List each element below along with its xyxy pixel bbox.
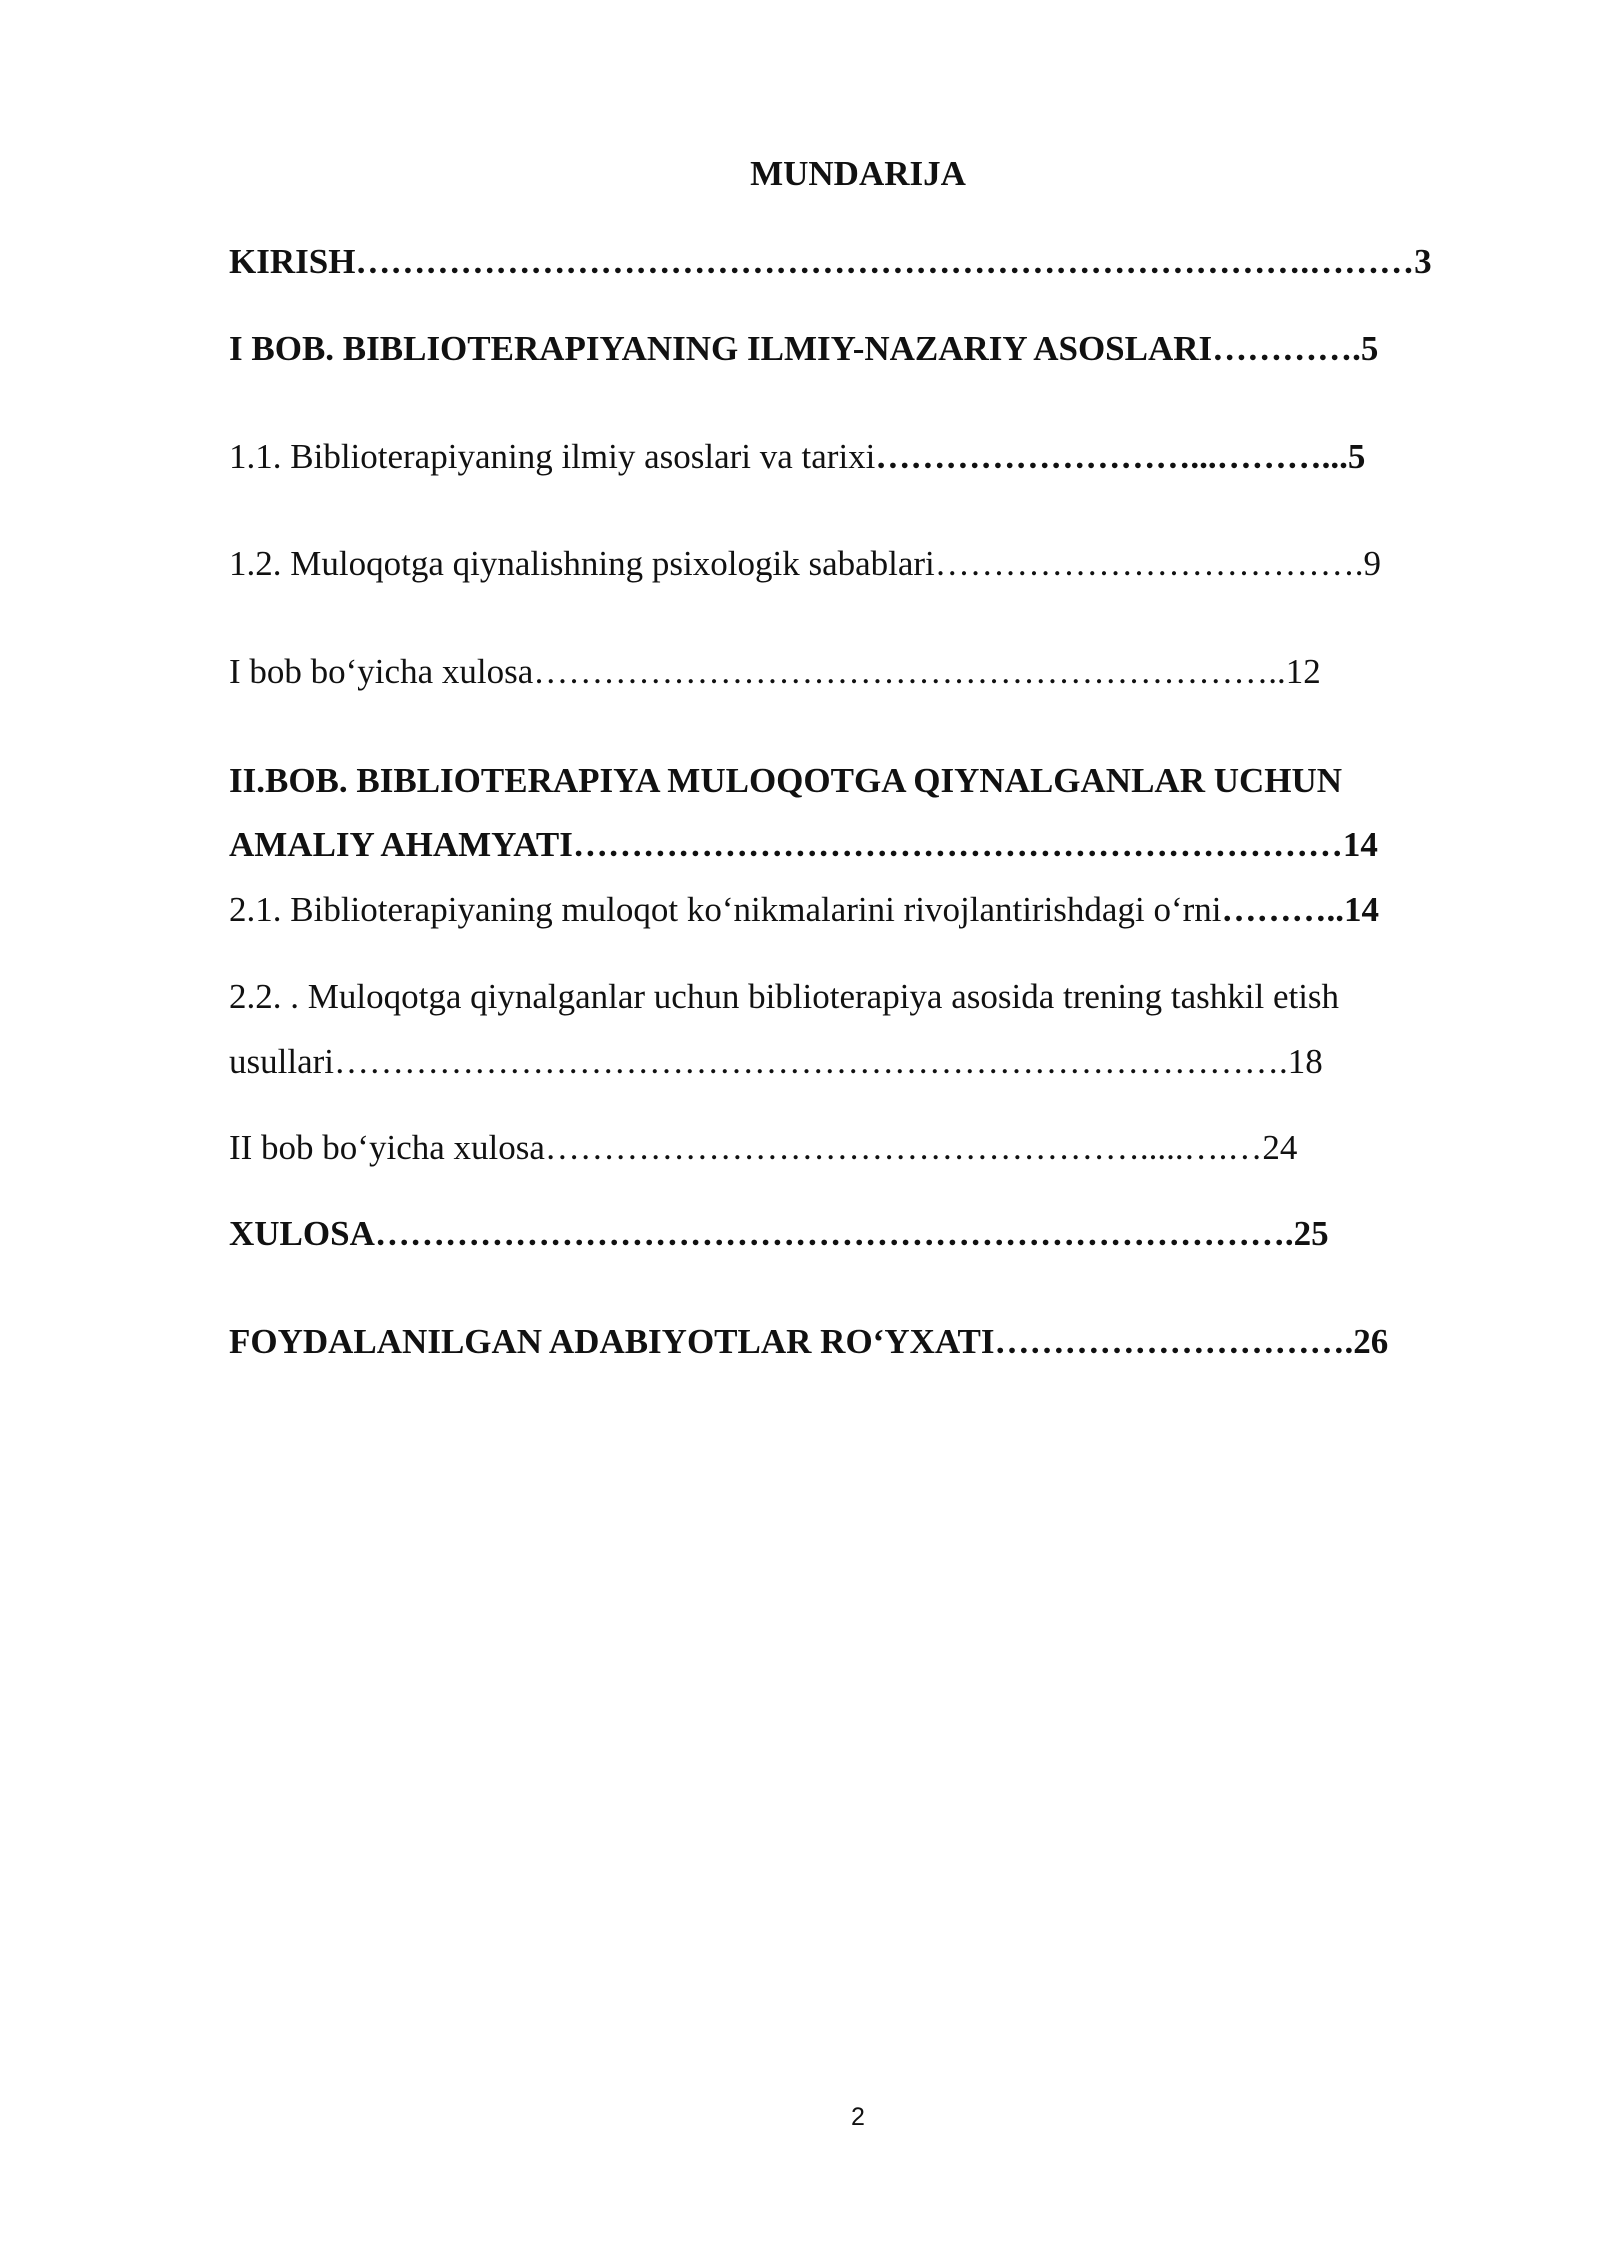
toc-entry-section-2-2-line1: 2.2. . Muloqotga qiynalganlar uchun biblioterapiya asosida trening tashkil etish: [229, 977, 1340, 1016]
toc-entry-section-2-1: [229, 888, 1379, 932]
toc-entry-section-1-1-dots: ………………………...………...5: [875, 437, 1366, 476]
toc-entry-kirish: KIRISH……………………………………………………………………….………3: [229, 242, 1432, 281]
toc-entry-chapter-1: I BOB. BIBLIOTERAPIYANING ILMIY-NAZARIY ASOSLARI………….5: [229, 329, 1379, 368]
toc-entry-section-2-1-text: 2.1. Biblioterapiyaning muloqot ko‘nikmalarini rivojlantirishdagi o‘rni: [229, 890, 1222, 929]
toc-entry-chapter-2-line1: II.BOB. BIBLIOTERAPIYA MULOQOTGA QIYNALGANLAR UCHUN: [229, 761, 1343, 800]
toc-entry-section-2-2-line2: usullari……………………………………………………………………….18: [229, 1042, 1323, 1081]
toc-entry-section-1-1-text: 1.1. Biblioterapiyaning ilmiy asoslari va tarixi: [229, 437, 876, 476]
page-number: 2: [851, 2103, 865, 2131]
toc-entry-section-2-1-dots: ………..14: [1221, 890, 1379, 929]
toc-title: MUNDARIJA: [750, 154, 966, 193]
toc-entry-chapter-1-summary: I bob bo‘yicha xulosa………………………………………………………..12: [229, 652, 1321, 691]
toc-entry-references: FOYDALANILGAN ADABIYOTLAR RO‘YXATI………………………….26: [229, 1322, 1389, 1361]
toc-entry-conclusion: XULOSA…………………………………………………………………….25: [229, 1214, 1329, 1253]
toc-entry-section-1-1: [229, 435, 1365, 479]
toc-entry-section-1-2: 1.2. Muloqotga qiynalishning psixologik sabablari……………………………….9: [229, 544, 1382, 583]
toc-entry-chapter-2-line2: AMALIY AHAMYATI…………………………………………………………14: [229, 825, 1378, 864]
toc-entry-chapter-2-summary: II bob bo‘yicha xulosa…………………………………………….....….…24: [229, 1128, 1298, 1167]
